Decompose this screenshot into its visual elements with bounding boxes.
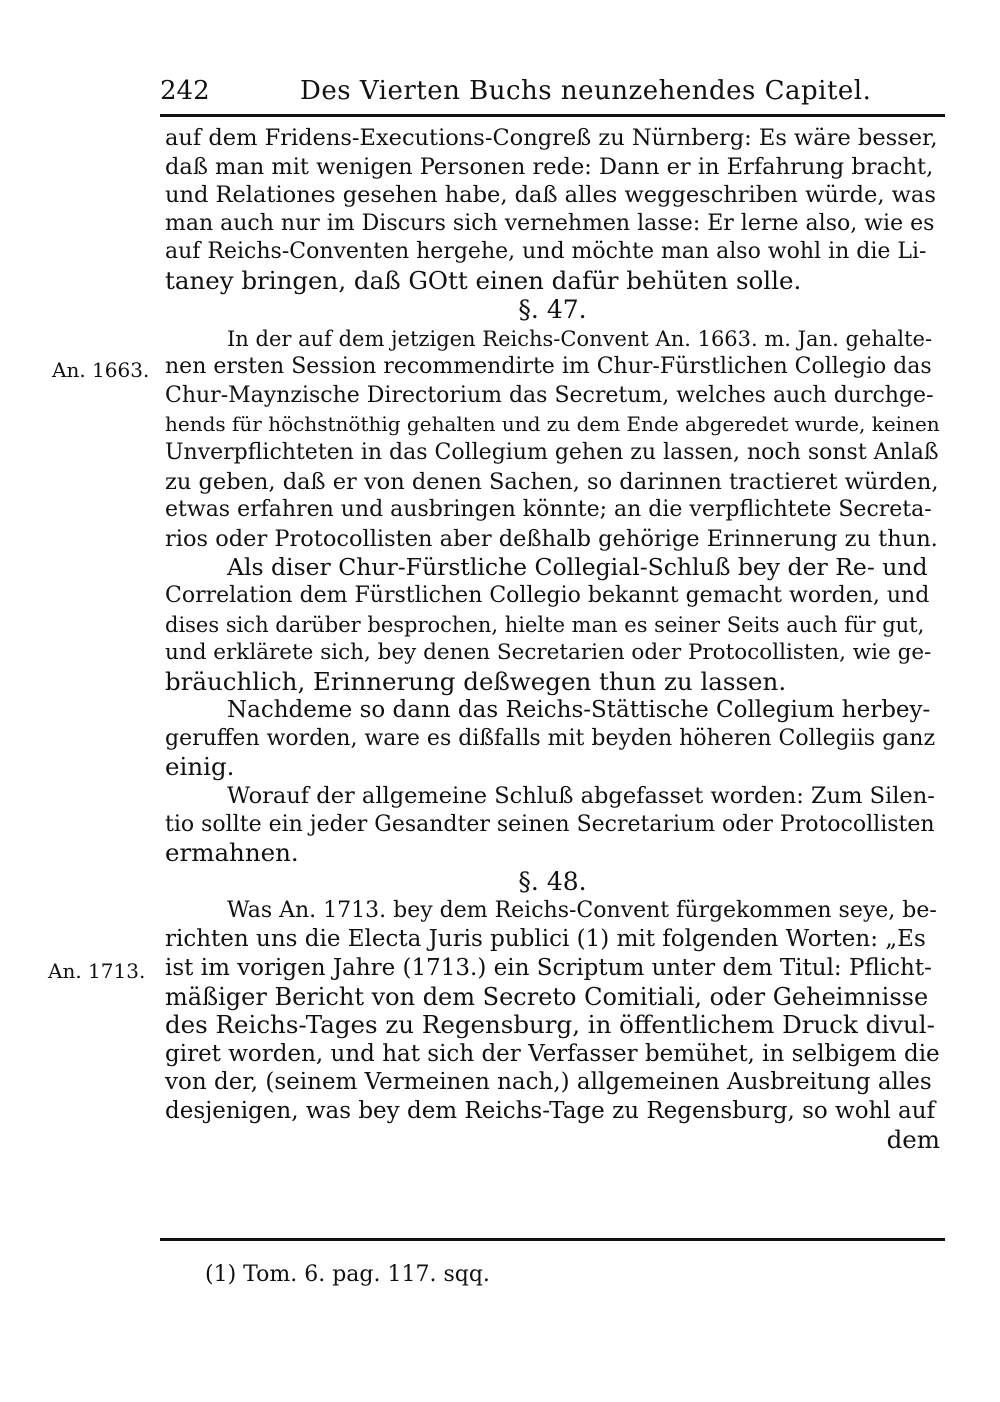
text-line: desjenigen, was bey dem Reichs-Tage zu Regensburg, so wohl auf [165, 1098, 936, 1124]
text-line: etwas erfahren und ausbringen könnte; an die verpflichtete Secreta- [165, 497, 932, 523]
text-line: tio sollte ein jeder Gesandter seinen Secretarium oder Protocollisten [165, 811, 935, 837]
text-line: taney bringen, daß GOtt einen dafür behüten solle. [165, 266, 802, 295]
text-line: auf Reichs-Conventen hergehe, und möchte man also wohl in die Li- [165, 239, 927, 265]
body-text [165, 124, 940, 1154]
header-rule [160, 114, 945, 117]
margin-note-1713: An. 1713. [48, 959, 146, 983]
text-line: mäßiger Bericht von dem Secreto Comitiali, oder Geheimnisse [165, 982, 929, 1011]
text-line: Worauf der allgemeine Schluß abgefasset worden: Zum Silen- [227, 783, 935, 810]
text-line: Unverpflichteten in das Collegium gehen zu lassen, noch sonst Anlaß [165, 439, 939, 465]
section-heading-47: §. 47. [518, 294, 587, 324]
text-line: einig. [165, 753, 235, 782]
text-line: man auch nur im Discurs sich vernehmen lasse: Er lerne also, wie es [165, 210, 935, 236]
text-line: ermahnen. [165, 839, 299, 868]
text-line: rios oder Protocollisten aber deßhalb gehörige Erinnerung zu thun. [165, 525, 938, 552]
text-line: In der auf dem jetzigen Reichs-Convent An. 1663. m. Jan. gehalte- [227, 326, 933, 351]
text-line: giret worden, und hat sich der Verfasser bemühet, in selbigem die [165, 1040, 940, 1067]
text-line: ist im vorigen Jahre (1713.) ein Scriptum unter dem Titul: Pflicht- [165, 955, 932, 982]
text-line: richten uns die Electa Juris publici (1) mit folgenden Worten: „Es [165, 926, 926, 953]
text-line: des Reichs-Tages zu Regensburg, in öffentlichem Druck divul- [165, 1011, 935, 1040]
text-line: bräuchlich, Erinnerung deßwegen thun zu lassen. [165, 667, 787, 696]
footnote: (1) Tom. 6. pag. 117. sqq. [205, 1262, 490, 1287]
text-line: dises sich darüber besprochen, hielte man es seiner Seits auch für gut, [165, 612, 925, 637]
text-line: nen ersten Session recommendirte im Chur-Fürstlichen Collegio das [165, 354, 932, 380]
text-line: zu geben, daß er von denen Sachen, so darinnen tractieret würden, [165, 468, 939, 495]
margin-note-1663: An. 1663. [52, 358, 150, 382]
text-line: Als diser Chur-Fürstliche Collegial-Schluß bey der Re- und [227, 553, 928, 582]
text-line: und Relationes gesehen habe, daß alles weggeschriben würde, was [165, 182, 936, 209]
text-line: auf dem Fridens-Executions-Congreß zu Nürnberg: Es wäre besser, [165, 125, 938, 151]
text-line: und erklärete sich, bey denen Secretarien oder Protocollisten, wie ge- [165, 640, 932, 666]
text-line: Was An. 1713. bey dem Reichs-Convent fürgekommen seye, be- [227, 897, 937, 923]
page-header [160, 70, 945, 110]
catchword: dem [886, 1125, 940, 1154]
text-line: Chur-Maynzische Directorium das Secretum, welches auch durchge- [165, 382, 934, 408]
footnote-rule [160, 1238, 945, 1241]
text-line: von der, (seinem Vermeinen nach,) allgemeinen Ausbreitung alles [165, 1069, 932, 1096]
text-line: hends für höchstnöthig gehalten und zu dem Ende abgeredet wurde, keinen [165, 412, 940, 437]
running-head: Des Vierten Buchs neunzehendes Capitel. [300, 76, 872, 106]
section-heading-48: §. 48. [518, 866, 587, 896]
text-line: Nachdeme so dann das Reichs-Stättische Collegium herbey- [227, 697, 931, 724]
text-line: Correlation dem Fürstlichen Collegio bekannt gemacht worden, und [165, 582, 930, 608]
text-line: daß man mit wenigen Personen rede: Dann er in Erfahrung bracht, [165, 153, 934, 180]
page-number: 242 [160, 76, 210, 106]
text-line: geruffen worden, ware es dißfalls mit beyden höheren Collegiis ganz [165, 725, 936, 751]
